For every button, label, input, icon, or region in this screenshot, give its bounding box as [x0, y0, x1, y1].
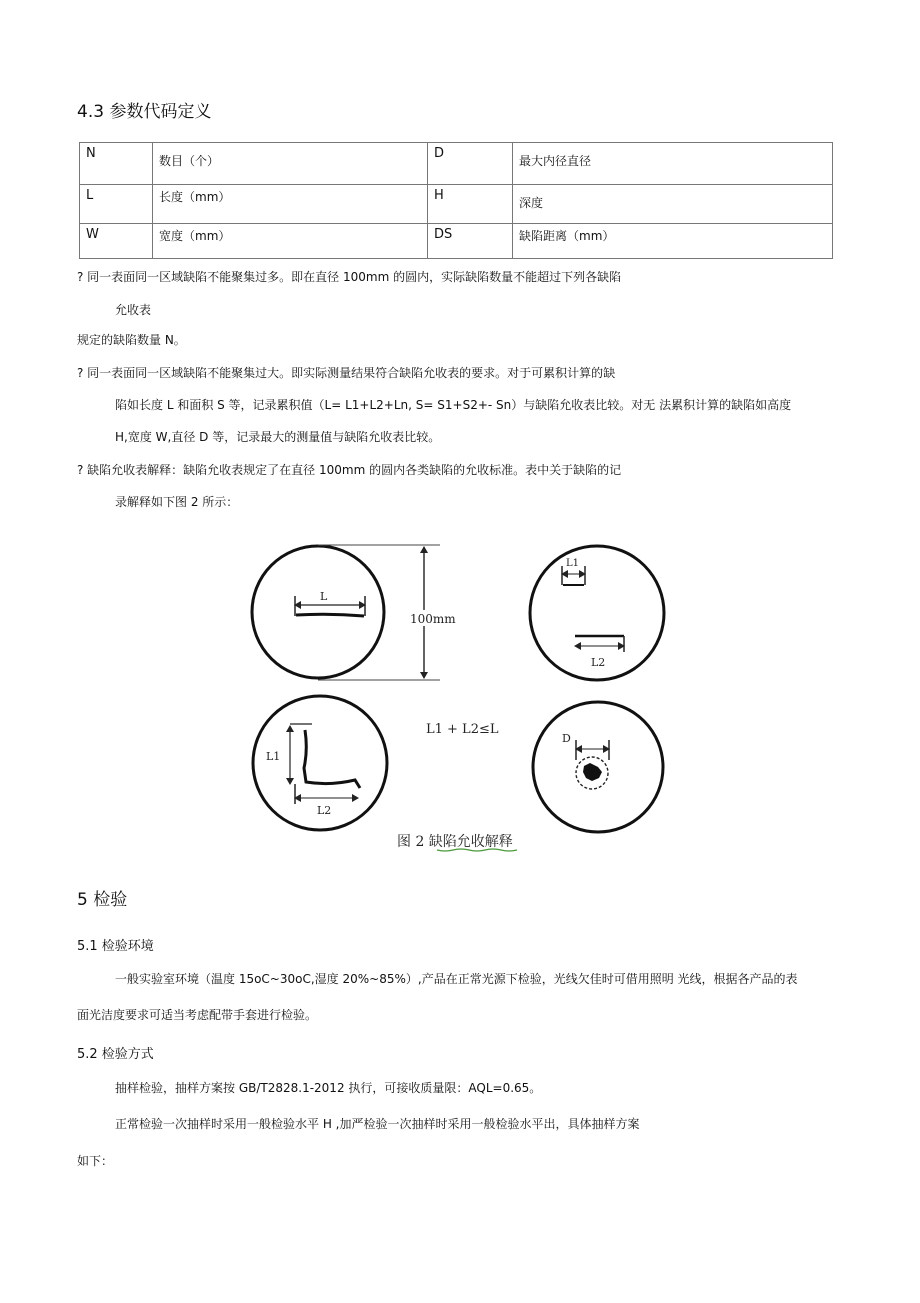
circle-bent-length — [253, 696, 387, 830]
formula-sum: L1 + L2≤L — [426, 722, 499, 737]
diameter-dimension — [318, 545, 462, 680]
param-desc: 深度 — [513, 185, 833, 224]
section-5-title: 5 检验 — [77, 890, 128, 910]
param-desc: 缺陷距离（mm） — [513, 224, 833, 259]
label-d: D — [562, 732, 571, 745]
bullet-1-line-1: ? 同一表面同一区域缺陷不能聚集过多。即在直径 100mm 的圆内，实际缺陷数量不能超过下列各缺陷 — [77, 270, 622, 284]
section-5-2-para-2-line-2: 如下： — [77, 1154, 114, 1168]
param-desc: 最大内径直径 — [513, 143, 833, 185]
param-desc: 数目（个） — [153, 143, 428, 185]
section-5-1-para-line-1: 一般实验室环境（温度 15oC~30oC,湿度 20%~85%）,产品在正常光源下检验，光线欠佳时可借用照明 光线，根据各产品的表 — [115, 972, 798, 986]
circle-accumulated-length — [530, 546, 664, 680]
table-row — [80, 224, 833, 259]
table-row — [80, 185, 833, 224]
param-desc: 宽度（mm） — [153, 224, 428, 259]
bullet-2-line-1: ? 同一表面同一区域缺陷不能聚集过大。即实际测量结果符合缺陷允收表的要求。对于可累积计算的缺 — [77, 366, 616, 380]
param-desc: 长度（mm） — [153, 185, 428, 224]
label-l1-top: L1 — [566, 558, 580, 569]
bullet-2-line-2: 陷如长度 L 和面积 S 等，记录累积值（L= L1+L2+Ln, S= S1+S2+- Sn）与缺陷允收表比较。对无 法累积计算的缺陷如高度 — [115, 398, 792, 412]
section-5-2-title: 5.2 检验方式 — [77, 1047, 154, 1062]
label-l: L — [320, 590, 328, 603]
defect-acceptance-figure — [240, 540, 680, 860]
label-l2-top: L2 — [591, 656, 606, 669]
circle-diameter-example — [533, 702, 663, 832]
param-code: D — [428, 143, 513, 185]
section-5-2-para-2-line-1: 正常检验一次抽样时采用一般检验水平 H ,加严检验一次抽样时采用一般检验水平出，具体抽样方案 — [115, 1117, 640, 1131]
figure-caption: 图 2 缺陷允收解释 — [397, 834, 513, 850]
bullet-3-line-1: ? 缺陷允收表解释：缺陷允收表规定了在直径 100mm 的圆内各类缺陷的允收标准。表中关于缺陷的记 — [77, 463, 622, 477]
bullet-1-line-3: 规定的缺陷数量 N。 — [77, 333, 186, 347]
param-code: W — [80, 224, 153, 259]
label-100mm: 100mm — [410, 612, 456, 626]
section-5-1-title: 5.1 检验环境 — [77, 939, 154, 954]
param-code: DS — [428, 224, 513, 259]
bullet-3-line-2: 录解释如下图 2 所示： — [115, 495, 239, 509]
param-code: H — [428, 185, 513, 224]
label-l1-bottom: L1 — [266, 750, 281, 763]
circle-length-example — [252, 546, 384, 678]
section-5-1-para-line-2: 面光洁度要求可适当考虑配带手套进行检验。 — [77, 1008, 318, 1022]
param-code: L — [80, 185, 153, 224]
section-5-2-para-1: 抽样检验，抽样方案按 GB/T2828.1-2012 执行，可接收质量限：AQL=0.65。 — [115, 1081, 542, 1095]
label-l2-bottom: L2 — [317, 804, 332, 817]
bullet-2-line-3: H,宽度 W,直径 D 等，记录最大的测量值与缺陷允收表比较。 — [115, 430, 441, 444]
section-4-3-title: 4.3 参数代码定义 — [77, 102, 212, 122]
param-code: N — [80, 143, 153, 185]
parameter-code-table — [79, 142, 833, 259]
table-row — [80, 143, 833, 185]
bullet-1-line-2: 允收表 — [115, 303, 152, 317]
